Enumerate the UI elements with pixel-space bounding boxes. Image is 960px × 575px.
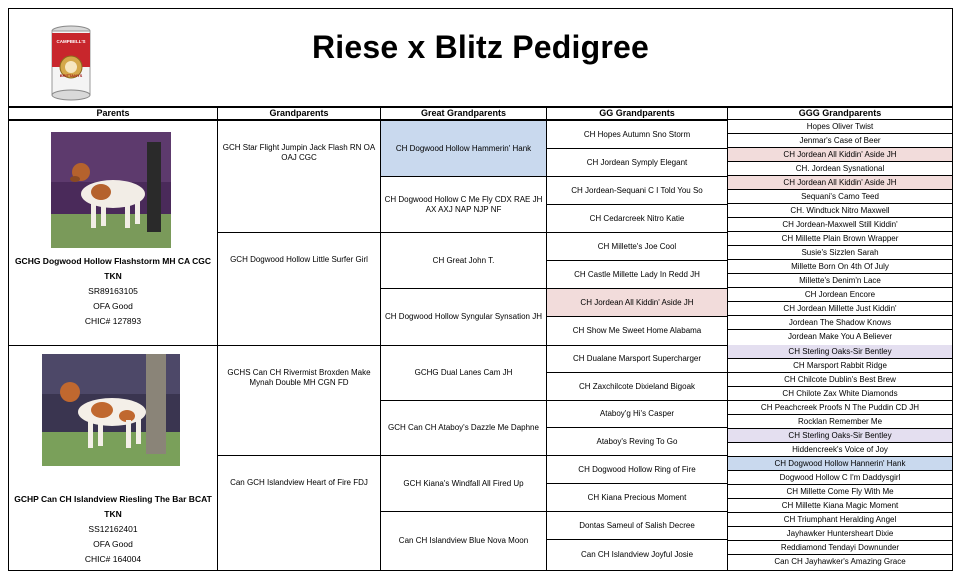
column-header-parents: Parents: [8, 107, 218, 120]
gg-grandparent-9: CH Dualane Marsport Supercharger: [546, 345, 728, 373]
dam-name-title: TKN: [104, 509, 122, 519]
great-grandparent-6: GCH Can CH Ataboy's Dazzle Me Daphne: [380, 400, 547, 456]
dam-ofa: OFA Good: [93, 539, 133, 549]
gg-grandparent-11: Ataboy'g Hi's Casper: [546, 400, 728, 428]
ggg-grandparent-4: CH. Jordean Sysnational: [727, 162, 953, 176]
ggg-grandparent-2: Jenmar's Case of Beer: [727, 134, 953, 148]
sire-name-title: TKN: [104, 271, 122, 281]
logo-text: CAMPBELL'S: [56, 39, 86, 44]
ggg-grandparent-24: Hiddencreek's Voice of Joy: [727, 443, 953, 457]
sire-photo: [51, 132, 171, 248]
ggg-grandparent-14: CH Jordean Millette Just Kiddin': [727, 302, 953, 316]
gg-grandparent-10: CH Zaxchilcote Dixieland Bigoak: [546, 372, 728, 401]
ggg-grandparent-1: Hopes Oliver Twist: [727, 120, 953, 134]
dam-info: [9, 492, 217, 567]
parent-sire: [8, 120, 218, 346]
grandparent-1: GCH Star Flight Jumpin Jack Flash RN OA OAJ CGC: [217, 120, 381, 233]
ggg-grandparent-10: Susie's Sizzlen Sarah: [727, 246, 953, 260]
gg-grandparent-6: CH Castle Millette Lady In Redd JH: [546, 260, 728, 289]
ggg-grandparent-7: CH. Windtuck Nitro Maxwell: [727, 204, 953, 218]
page-title: Riese x Blitz Pedigree: [312, 29, 649, 65]
ggg-grandparent-22: Rocklan Remember Me: [727, 415, 953, 429]
ggg-grandparent-29: CH Triumphant Heralding Angel: [727, 513, 953, 527]
ggg-grandparent-30: Jayhawker Huntersheart Dixie: [727, 527, 953, 541]
ggg-grandparent-12: Millette's Denim'n Lace: [727, 274, 953, 288]
great-grandparent-8: Can CH Islandview Blue Nova Moon: [380, 511, 547, 571]
ggg-grandparent-18: CH Marsport Rabbit Ridge: [727, 359, 953, 373]
great-grandparent-7: GCH Kiana's Windfall All Fired Up: [380, 455, 547, 512]
ggg-grandparent-23: CH Sterling Oaks-Sir Bentley: [727, 429, 953, 443]
ggg-grandparent-9: CH Millette Plain Brown Wrapper: [727, 232, 953, 246]
gg-grandparent-8: CH Show Me Sweet Home Alabama: [546, 316, 728, 346]
great-grandparent-4: CH Dogwood Hollow Syngular Synsation JH: [380, 288, 547, 346]
dam-chic: CHIC# 164004: [84, 554, 142, 564]
dam-photo: [42, 354, 180, 466]
grandparent-4: Can GCH Islandview Heart of Fire FDJ: [217, 455, 381, 571]
dam-name: GCHP Can CH Islandview Riesling The Bar BCAT: [14, 494, 212, 504]
ggg-grandparent-15: Jordean The Shadow Knows: [727, 316, 953, 330]
sire-ofa: OFA Good: [93, 301, 133, 311]
ggg-grandparent-25: CH Dogwood Hollow Hannerin' Hank: [727, 457, 953, 471]
ggg-grandparent-20: CH Chilote Zax White Diamonds: [727, 387, 953, 401]
ggg-grandparent-5: CH Jordean All Kiddin' Aside JH: [727, 176, 953, 190]
sire-registration: SR89163105: [88, 286, 138, 296]
logo-subtext: BRITTANYS: [59, 73, 83, 78]
ggg-grandparent-17: CH Sterling Oaks-Sir Bentley: [727, 345, 953, 359]
grandparent-3: GCHS Can CH Rivermist Broxden Make Mynah Double MH CGN FD: [217, 345, 381, 456]
column-header-ggg-grandparents: GGG Grandparents: [727, 107, 953, 120]
ggg-grandparent-11: Millette Born On 4th Of July: [727, 260, 953, 274]
gg-grandparent-13: CH Dogwood Hollow Ring of Fire: [546, 455, 728, 484]
column-header-gg-grandparents: GG Grandparents: [546, 107, 728, 120]
ggg-grandparent-32: Can CH Jayhawker's Amazing Grace: [727, 555, 953, 571]
ggg-grandparent-16: Jordean Make You A Believer: [727, 330, 953, 346]
ggg-grandparent-31: Reddiamond Tendayi Downunder: [727, 541, 953, 555]
sire-name: GCHG Dogwood Hollow Flashstorm MH CA CGC: [14, 256, 212, 266]
ggg-grandparent-27: CH Millette Come Fly With Me: [727, 485, 953, 499]
grandparent-2: GCH Dogwood Hollow Little Surfer Girl: [217, 232, 381, 346]
gg-grandparent-14: CH Kiana Precious Moment: [546, 483, 728, 512]
ggg-grandparent-8: CH Jordean-Maxwell Still Kiddin': [727, 218, 953, 232]
ggg-grandparent-26: Dogwood Hollow C I'm Daddysgirl: [727, 471, 953, 485]
gg-grandparent-12: Ataboy's Reving To Go: [546, 427, 728, 456]
ggg-grandparent-13: CH Jordean Encore: [727, 288, 953, 302]
ggg-grandparent-19: CH Chilcote Dublin's Best Brew: [727, 373, 953, 387]
column-header-great-grandparents: Great Grandparents: [380, 107, 547, 120]
ggg-grandparent-21: CH Peachcreek Proofs N The Puddin CD JH: [727, 401, 953, 415]
gg-grandparent-1: CH Hopes Autumn Sno Storm: [546, 120, 728, 149]
gg-grandparent-4: CH Cedarcreek Nitro Katie: [546, 204, 728, 233]
great-grandparent-1: CH Dogwood Hollow Hammerin' Hank: [380, 120, 547, 177]
gg-grandparent-15: Dontas Sameul of Salish Decree: [546, 511, 728, 540]
column-header-grandparents: Grandparents: [217, 107, 381, 120]
ggg-grandparent-6: Sequani's Camo Teed: [727, 190, 953, 204]
gg-grandparent-2: CH Jordean Symply Elegant: [546, 148, 728, 177]
parent-dam: [8, 345, 218, 571]
great-grandparent-3: CH Great John T.: [380, 232, 547, 289]
gg-grandparent-16: Can CH Islandview Joyful Josie: [546, 539, 728, 571]
sire-info: [9, 254, 217, 329]
great-grandparent-5: GCHG Dual Lanes Cam JH: [380, 345, 547, 401]
sire-chic: CHIC# 127893: [84, 316, 142, 326]
gg-grandparent-3: CH Jordean-Sequani C I Told You So: [546, 176, 728, 205]
ggg-grandparent-3: CH Jordean All Kiddin' Aside JH: [727, 148, 953, 162]
gg-grandparent-5: CH Millette's Joe Cool: [546, 232, 728, 261]
great-grandparent-2: CH Dogwood Hollow C Me Fly CDX RAE JH AX AXJ NAP NJP NF: [380, 176, 547, 233]
ggg-grandparent-28: CH Millette Kiana Magic Moment: [727, 499, 953, 513]
header: [8, 8, 953, 107]
gg-grandparent-7: CH Jordean All Kiddin' Aside JH: [546, 288, 728, 317]
dam-registration: SS12162401: [88, 524, 138, 534]
